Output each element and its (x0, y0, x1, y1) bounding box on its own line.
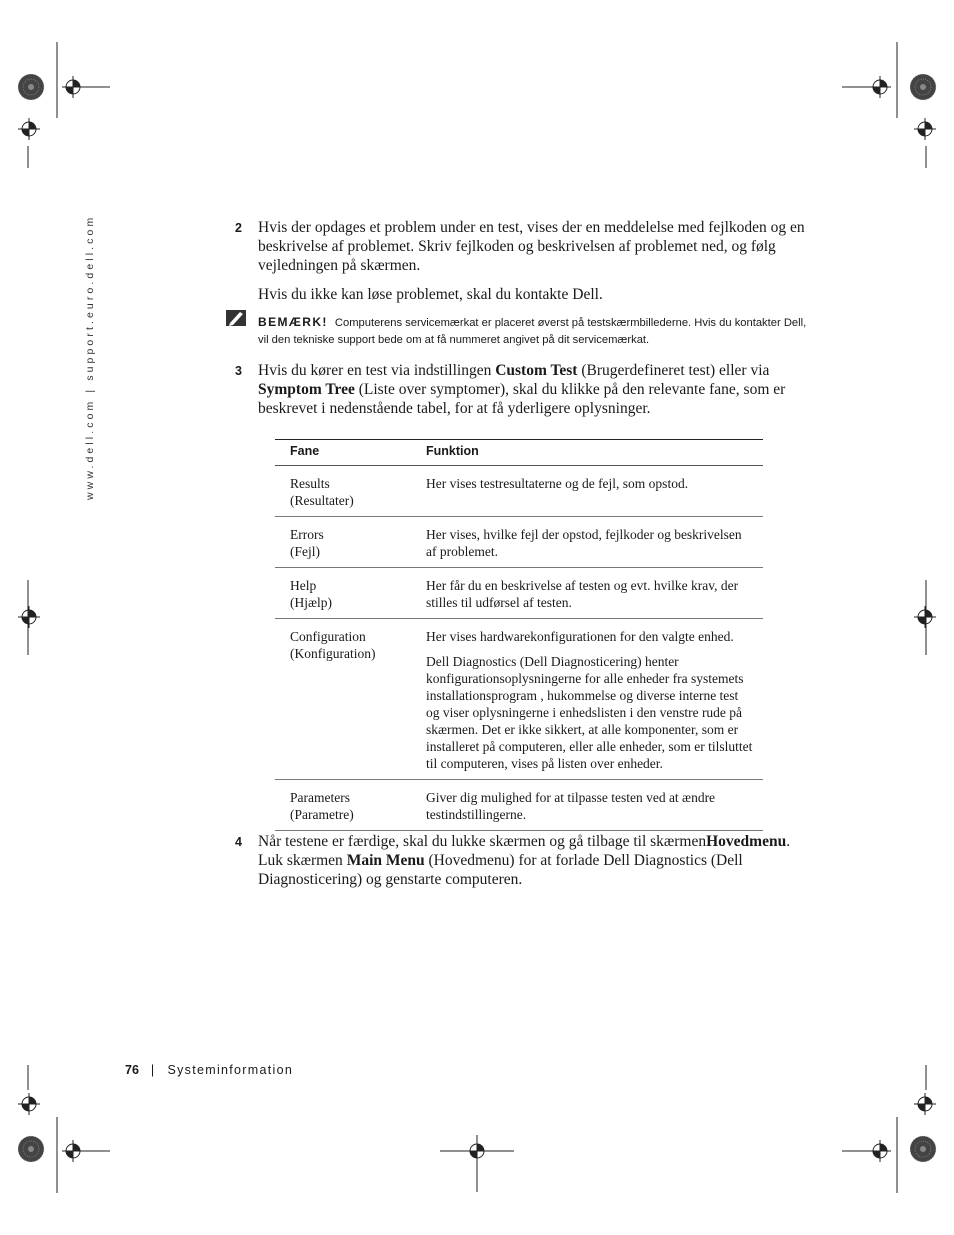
tab-name-cell (275, 780, 426, 831)
tab-name: Help (290, 578, 317, 593)
step-4-container (230, 832, 810, 890)
step-number: 3 (235, 363, 242, 378)
step-text-part: Hvis du kører en test via indstillingen (258, 361, 496, 379)
function-text: Her vises hardwarekonfigurationen for den valgte enhed. (426, 629, 734, 644)
tabs-table (275, 439, 763, 831)
page-footer (125, 1063, 293, 1077)
tab-name-cell (275, 619, 426, 780)
main-menu-term: Main Menu (346, 852, 425, 870)
side-url-text: www.dell.com | support.euro.dell.com (84, 214, 96, 500)
table-row (275, 780, 763, 831)
footer-separator: | (150, 1063, 156, 1077)
custom-test-term: Custom Test (495, 361, 578, 379)
table-row (275, 466, 763, 517)
step-2 (230, 218, 810, 276)
column-header-funktion: Funktion (426, 440, 763, 466)
step-number: 4 (235, 835, 242, 849)
tab-name-cell (275, 466, 426, 517)
tab-name-translation: (Parametre) (290, 807, 354, 822)
column-header-fane: Fane (275, 440, 426, 466)
function-cell: Her får du en beskrivelse af testen og evt. hvilke krav, der stilles til udførsel af testen. (426, 568, 763, 619)
note-text: Computerens servicemærkat er placeret øverst på testskærmbillederne. Hvis du kontakter Dell, vil den tekniske support bede om at få nummeret angivet på dit servicemærkat. (258, 316, 807, 346)
main-content (230, 218, 810, 418)
table-row (275, 619, 763, 780)
hovedmenu-term: Hovedmenu (706, 833, 787, 850)
step-text-part: (Liste over symptomer), skal du klikke på den relevante fane, som er beskrevet i nedenstående tabel, for at få yderligere oplysninger. (258, 381, 786, 418)
table-row (275, 568, 763, 619)
page-number: 76 (125, 1063, 139, 1077)
function-cell (426, 619, 763, 780)
function-cell: Her vises, hvilke fejl der opstod, fejlkoder og beskrivelsen af problemet. (426, 517, 763, 568)
tab-name-cell (275, 517, 426, 568)
note-box (230, 314, 810, 349)
step-number: 2 (235, 221, 242, 235)
step-3 (230, 361, 810, 419)
tab-name: Parameters (290, 790, 350, 805)
tab-name-translation: (Fejl) (290, 544, 320, 559)
table-header-row (275, 440, 763, 466)
section-title: Systeminformation (167, 1063, 294, 1077)
step-text-part: Når testene er færdige, skal du lukke skærmen og gå tilbage til skærmen (258, 833, 707, 850)
tab-name-cell (275, 568, 426, 619)
step-text: Hvis der opdages et problem under en test, vises der en meddelelse med fejlkoden og en beskrivelse af problemet. Skriv fejlkoden og beskrivelsen af problemet ned, og følg vejledningen på skærmen. (258, 219, 805, 275)
side-url (84, 214, 98, 500)
step-4 (230, 832, 810, 890)
tab-name: Errors (290, 527, 324, 542)
step-text-part: (Brugerdefineret test) eller via (577, 361, 770, 379)
function-cell: Giver dig mulighed for at tilpasse testen ved at ændre testindstillingerne. (426, 780, 763, 831)
tab-name-translation: (Resultater) (290, 493, 354, 508)
tab-name-translation: (Hjælp) (290, 595, 332, 610)
tab-name: Configuration (290, 629, 366, 644)
tab-name: Results (290, 476, 330, 491)
symptom-tree-term: Symptom Tree (258, 381, 355, 399)
step-text-part: (Hovedmenu) for at forlade Dell Diagnostics (Dell Diagnosticering) og genstarte computeren. (258, 852, 743, 889)
step-text-part: . Luk skærmen (258, 833, 791, 870)
pencil-note-icon (226, 308, 248, 334)
function-cell: Her vises testresultaterne og de fejl, som opstod. (426, 466, 763, 517)
table-row (275, 517, 763, 568)
contact-dell-paragraph: Hvis du ikke kan løse problemet, skal du kontakte Dell. (258, 285, 603, 303)
note-label: BEMÆRK! (258, 314, 328, 329)
function-extra-text: Dell Diagnostics (Dell Diagnosticering) henter konfigurationsoplysningerne for alle enheder fra systemets installationsprogram , hukommelse og diverse interne test og viser oplysningerne i enhedslisten i den venstre rude på skærmen. Det er ikke sikkert, at alle komponenter, som er installeret på computeren, eller alle enheder, som er tilsluttet til computeren, vises på listen over enheder. (426, 654, 753, 771)
tab-name-translation: (Konfiguration) (290, 646, 376, 661)
